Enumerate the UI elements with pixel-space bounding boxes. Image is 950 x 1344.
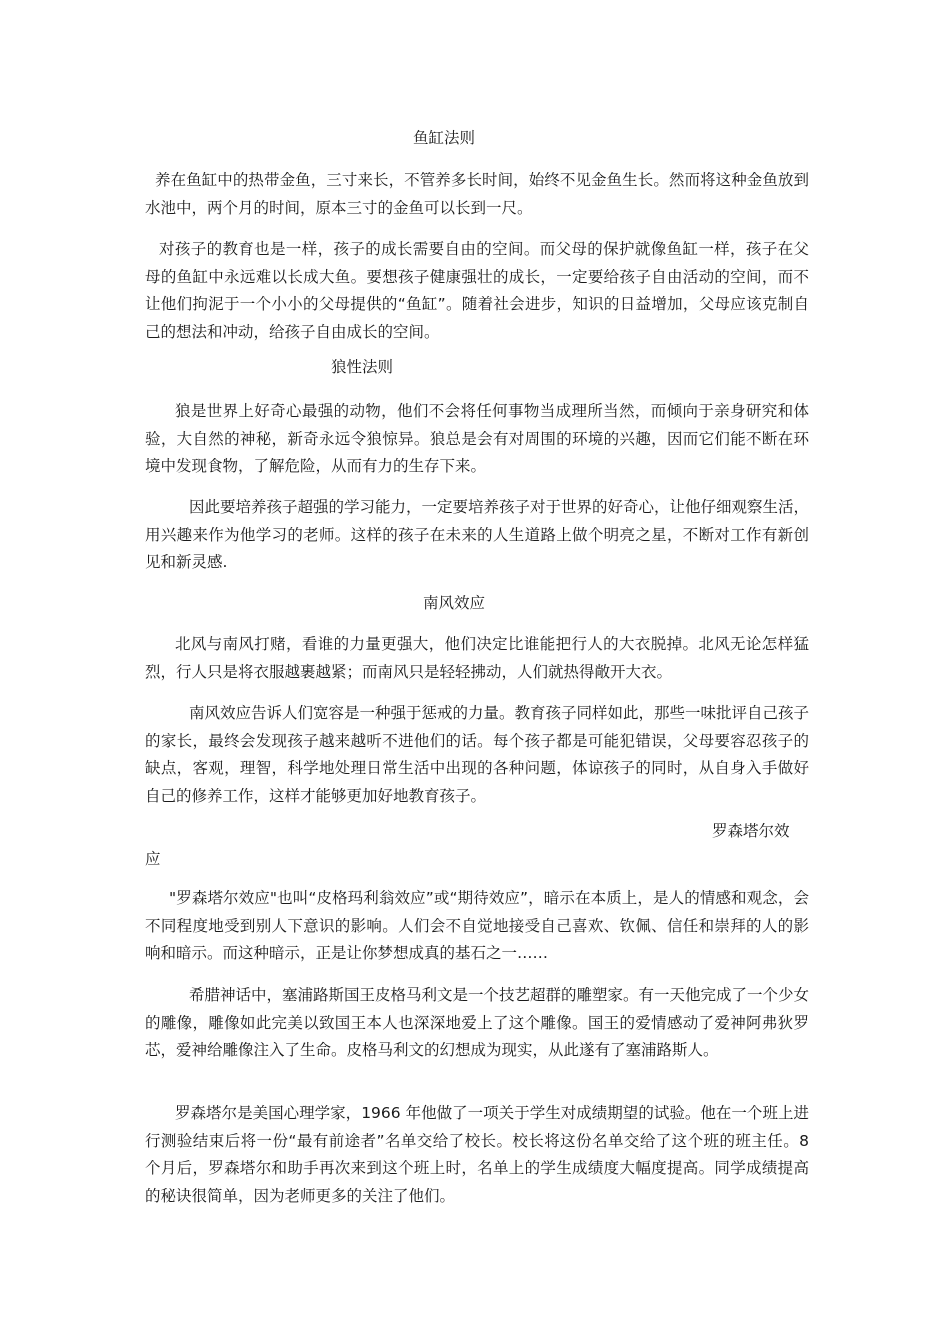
section-title-south-wind: 南风效应 — [423, 594, 486, 612]
section-title-rosenthal — [145, 818, 809, 873]
section-title-fish-tank: 鱼缸法则 — [413, 129, 476, 147]
paragraph-south-wind-2: 南风效应告诉人们宽容是一种强于惩戒的力量。教育孩子同样如此，那些一味批评自己孩子的家长，最终会发现孩子越来越听不进他们的话。每个孩子都是可能犯错误，父母要容忍孩子的缺点，客观，理智，科学地处理日常生活中出现的各种问题，体谅孩子的同时，从自身入手做好自己的修养工作，这样才能够更加好地教育孩子。 — [145, 704, 810, 805]
paragraph-fish-tank-2: 对孩子的教育也是一样，孩子的成长需要自由的空间。而父母的保护就像鱼缸一样，孩子在父母的鱼缸中永远难以长成大鱼。要想孩子健康强壮的成长，一定要给孩子自由活动的空间，而不让他们拘泥于一个小小的父母提供的“鱼缸”。随着社会进步，知识的日益增加，父母应该克制自己的想法和冲动，给孩子自由成长的空间。 — [145, 240, 809, 341]
section-title-rosenthal-line1: 罗森塔尔效 — [712, 822, 790, 840]
paragraph-rosenthal-1: "罗森塔尔效应"也叫“皮格玛利翁效应”或“期待效应”，暗示在本质上，是人的情感和观念，会不同程度地受到别人下意识的影响。人们会不自觉地接受自己喜欢、钦佩、信任和崇拜的人的影响和暗示。而这种暗示，正是让你梦想成真的基石之一…… — [145, 889, 809, 963]
paragraph-fish-tank-1: 养在鱼缸中的热带金鱼，三寸来长，不管养多长时间，始终不见金鱼生长。然而将这种金鱼放到水池中，两个月的时间，原本三寸的金鱼可以长到一尺。 — [145, 171, 809, 217]
paragraph-wolf-1: 狼是世界上好奇心最强的动物，他们不会将任何事物当成理所当然，而倾向于亲身研究和体验，大自然的神秘，新奇永远令狼惊异。狼总是会有对周围的环境的兴趣，因而它们能不断在环境中发现食物，了解危险，从而有力的生存下来。 — [145, 402, 809, 476]
section-title-rosenthal-line2: 应 — [145, 849, 161, 868]
paragraph-south-wind-1: 北风与南风打赌，看谁的力量更强大，他们决定比谁能把行人的大衣脱掉。北风无论怎样猛烈，行人只是将衣服越裹越紧；而南风只是轻轻拂动，人们就热得敞开大衣。 — [145, 635, 809, 681]
paragraph-wolf-2: 因此要培养孩子超强的学习能力，一定要培养孩子对于世界的好奇心，让他仔细观察生活，用兴趣来作为他学习的老师。这样的孩子在未来的人生道路上做个明亮之星，不断对工作有新创见和新灵感. — [145, 498, 810, 572]
section-title-wolf: 狼性法则 — [331, 358, 394, 376]
paragraph-rosenthal-3: 罗森塔尔是美国心理学家，1966 年他做了一项关于学生对成绩期望的试验。他在一个班上进行测验结束后将一份“最有前途者”名单交给了校长。校长将这份名单交给了这个班的班主任。8 个月后，罗森塔尔和助手再次来到这个班上时，名单上的学生成绩度大幅度提高。同学成绩提高的秘诀很简单，因为老师更多的关注了他们。 — [145, 1104, 809, 1205]
paragraph-rosenthal-2: 希腊神话中，塞浦路斯国王皮格马利文是一个技艺超群的雕塑家。有一天他完成了一个少女的雕像，雕像如此完美以致国王本人也深深地爱上了这个雕像。国王的爱情感动了爱神阿弗狄罗芯，爱神给雕像注入了生命。皮格马利文的幻想成为现实，从此遂有了塞浦路斯人。 — [145, 986, 810, 1060]
